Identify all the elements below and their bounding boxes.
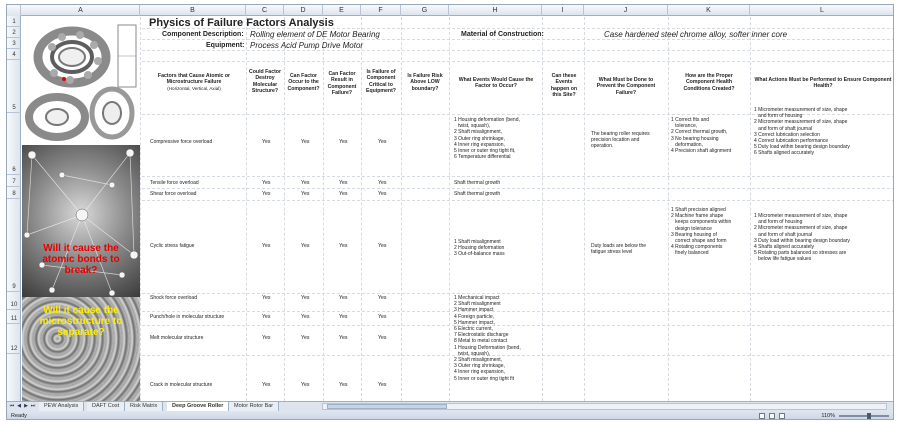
row-header-9[interactable]: 9	[7, 199, 21, 292]
material-label: Material of Construction:	[461, 31, 544, 38]
page-break-view-icon[interactable]	[779, 413, 785, 419]
cell-yes[interactable]: Yes	[378, 180, 387, 186]
sheet-tab-bar	[7, 401, 894, 411]
row-header-12[interactable]: 12	[7, 324, 21, 354]
header-prevent[interactable]: What Must be Done to Prevent the Component Failure?	[596, 77, 656, 96]
events-compressive[interactable]: 1 Housing deformation (bend, twist, squash), 2 Shaft misalignment, 3 Outer ring shrinkage, 4 Inner ring expansion, 5 Inner or outer ring tight fit, 6 Temperature differential	[454, 117, 520, 161]
first-sheet-icon[interactable]: ⏮	[9, 403, 15, 409]
gridline	[22, 176, 894, 177]
cell-yes[interactable]: Yes	[262, 314, 271, 320]
prevent-cyclic[interactable]: Duty loads are below the fatigue stress level	[591, 243, 647, 256]
gridline	[284, 17, 285, 401]
header-can-occur[interactable]: Can Factor Occur to the Component?	[287, 73, 320, 92]
bearing-image	[22, 17, 140, 145]
prev-sheet-icon[interactable]: ◀	[17, 403, 21, 409]
actions-cyclic[interactable]: 1 Micrometer measurement of size, shape and form of housing 2 Micrometer measurement of size, shape and form of shaft journal 3 Duty load within bearing design boundary 4 Shafts aligned accurately 5 Rotating parts balanced so stresses are below life fatigue values	[754, 213, 850, 263]
status-ready: Ready	[11, 413, 27, 419]
atomic-bond-question: Will it cause the atomic bonds to break?	[42, 243, 120, 276]
row-header-10[interactable]: 10	[7, 292, 21, 310]
tab-risk-matrix[interactable]: Risk Matrix	[125, 402, 163, 411]
last-sheet-icon[interactable]: ⏭	[30, 403, 36, 409]
cell-yes[interactable]: Yes	[301, 180, 310, 186]
cell-yes[interactable]: Yes	[301, 382, 310, 388]
factor-shear[interactable]: Shear force overload	[150, 191, 197, 197]
gridline	[140, 17, 141, 401]
cell-yes[interactable]: Yes	[262, 295, 271, 301]
microstructure-question: Will it cause the microstructure to separate?	[39, 305, 123, 338]
cell-yes[interactable]: Yes	[378, 139, 387, 145]
actions-compressive[interactable]: 1 Micrometer measurement of size, shape and form of housing 2 Micrometer measurement of size, shape and form of shaft journal 3 Correct lubrication selection 4 Correct lubrication performance 5 Duty load within bearing design boundary 6 Shafts aligned accurately	[754, 107, 850, 157]
gridline	[22, 50, 894, 51]
header-health-conditions[interactable]: How are the Proper Component Health Conditions Created?	[683, 73, 735, 92]
column-header-g[interactable]: G	[401, 5, 449, 16]
molecule-image	[22, 145, 140, 297]
cell-yes[interactable]: Yes	[301, 335, 310, 341]
events-tensile[interactable]: Shaft thermal growth	[454, 180, 501, 186]
row-header-1[interactable]: 1	[7, 16, 21, 27]
gridline	[668, 17, 669, 401]
column-header-j[interactable]: J	[584, 5, 668, 16]
tab-daft-cost[interactable]: DAFT Cost	[87, 402, 125, 411]
cell-yes[interactable]: Yes	[378, 314, 387, 320]
cell-yes[interactable]: Yes	[378, 191, 387, 197]
factor-cyclic[interactable]: Cyclic stress fatigue	[150, 243, 195, 249]
tab-deep-groove-roller[interactable]: Deep Groove Roller	[167, 402, 229, 411]
cell-yes[interactable]: Yes	[339, 335, 348, 341]
cell-grid[interactable]	[22, 17, 894, 401]
header-destroy-structure[interactable]: Could Factor Destroy Molecular Structure?	[249, 69, 281, 95]
column-header-e[interactable]: E	[323, 5, 361, 16]
material-value[interactable]: Case hardened steel chrome alloy, softer inner core	[604, 30, 788, 39]
cell-yes[interactable]: Yes	[301, 191, 310, 197]
header-risk-boundary[interactable]: Is Failure Risk Above LOW boundary?	[407, 73, 443, 92]
cell-yes[interactable]: Yes	[262, 335, 271, 341]
gridline	[542, 17, 543, 401]
cell-yes[interactable]: Yes	[378, 335, 387, 341]
next-sheet-icon[interactable]: ▶	[24, 403, 28, 409]
column-header-l[interactable]: L	[750, 5, 894, 16]
header-factors-sub: (Horizontal, Vertical, Axial)	[167, 85, 221, 91]
cell-yes[interactable]: Yes	[301, 139, 310, 145]
column-header-i[interactable]: I	[542, 5, 584, 16]
column-header-a[interactable]: A	[22, 5, 140, 16]
cell-yes[interactable]: Yes	[339, 295, 348, 301]
cell-yes[interactable]: Yes	[262, 191, 271, 197]
gridline	[22, 200, 894, 201]
gridline	[323, 17, 324, 401]
cell-yes[interactable]: Yes	[301, 243, 310, 249]
cell-yes[interactable]: Yes	[339, 139, 348, 145]
header-factors-label: Factors that Cause Atomic or Microstructure Failure	[157, 73, 231, 86]
equipment-label: Equipment:	[206, 42, 245, 49]
component-description-value[interactable]: Rolling element of DE Motor Bearing	[250, 30, 380, 39]
zoom-slider[interactable]	[839, 415, 889, 417]
tab-pew-analysis[interactable]: PEW Analysis	[39, 402, 84, 411]
column-header-bar	[7, 5, 894, 16]
status-bar	[7, 411, 894, 420]
factor-shock[interactable]: Shock force overload	[150, 295, 197, 301]
page-title: Physics of Failure Factors Analysis	[149, 17, 334, 29]
conditions-compressive[interactable]: 1 Correct fits and tolerance, 2 Correct thermal growth, 3 No bearing housing deformation, 4 Precision shaft alignment	[671, 117, 732, 155]
horizontal-scrollbar[interactable]	[322, 403, 887, 410]
events-cyclic[interactable]: 1 Shaft misalignment 2 Housing deformation 3 Out-of-balance mass	[454, 239, 505, 258]
column-header-b[interactable]: B	[140, 5, 246, 16]
row-header-5[interactable]: 5	[7, 60, 21, 113]
cell-yes[interactable]: Yes	[339, 180, 348, 186]
column-header-c[interactable]: C	[246, 5, 284, 16]
factor-punch-hole[interactable]: Punch/hole in molecular structure	[150, 314, 225, 320]
events-shock[interactable]: 1 Mechanical impact 2 Shaft misalignment 3 Hammer impact 4 Foreign particle, 5 Hammer impact, 6 Electric current, 7 Electrostatic discharge 8 Metal to metal contact 1 Housing Deformation (bend, twist, squash), 2 Shaft misalignment, 3 Outer ring shrinkage, 4 Inner ring expansion, 5 Inner or outer ring tight fit	[454, 295, 521, 382]
normal-view-icon[interactable]	[759, 413, 765, 419]
header-critical[interactable]: Is Failure of Component Critical to Equipment?	[366, 69, 396, 95]
factor-tensile[interactable]: Tensile force overload	[150, 180, 199, 186]
column-header-h[interactable]: H	[449, 5, 542, 16]
gridline	[246, 17, 247, 401]
gridline	[449, 17, 450, 401]
bearing-drawing	[22, 17, 140, 145]
cell-yes[interactable]: Yes	[262, 382, 271, 388]
horizontal-scroll-thumb[interactable]	[327, 404, 447, 409]
row-header-7[interactable]: 7	[7, 175, 21, 187]
microstructure-image	[22, 297, 140, 401]
row-header-6[interactable]: 6	[7, 113, 21, 175]
equipment-value[interactable]: Process Acid Pump Drive Motor	[250, 41, 364, 50]
factor-crack[interactable]: Crack in molecular structure	[150, 382, 213, 388]
zoom-level[interactable]: 110%	[821, 413, 835, 419]
cell-yes[interactable]: Yes	[262, 243, 271, 249]
factor-compressive[interactable]: Compressive force overload	[150, 139, 213, 145]
header-actions[interactable]: What Actions Must be Performed to Ensure Component Health?	[754, 77, 892, 90]
header-result-failure[interactable]: Can Factor Result in Component Failure?	[327, 71, 357, 97]
row-header-11[interactable]: 11	[7, 310, 21, 324]
gridline	[584, 17, 585, 401]
row-header-bar	[7, 16, 21, 401]
gridline	[401, 17, 402, 401]
row-header-3[interactable]: 3	[7, 38, 21, 49]
spreadsheet-window	[6, 4, 894, 420]
header-events-site[interactable]: Can these Events happen on this Site?	[550, 73, 578, 99]
zoom-slider-handle[interactable]	[867, 413, 871, 419]
cell-yes[interactable]: Yes	[339, 382, 348, 388]
prevent-compressive[interactable]: The bearing roller requires precision location and operation.	[591, 131, 650, 150]
gridline	[361, 17, 362, 401]
cell-yes[interactable]: Yes	[378, 295, 387, 301]
column-header-d[interactable]: D	[284, 5, 323, 16]
cell-yes[interactable]: Yes	[339, 243, 348, 249]
events-shear[interactable]: Shaft thermal growth	[454, 191, 501, 197]
gridline	[22, 39, 894, 40]
row-header-4[interactable]: 4	[7, 49, 21, 60]
conditions-cyclic[interactable]: 1 Shaft precision aligned 2 Machine frame shape keeps components within design tolerance 3 Bearing housing of correct shape and form 4 Rotating components finely balanced	[671, 207, 732, 257]
gridline	[22, 188, 894, 189]
header-factors[interactable]	[144, 73, 244, 92]
select-all-corner[interactable]	[7, 5, 21, 16]
cell-yes[interactable]: Yes	[339, 314, 348, 320]
cell-yes[interactable]: Yes	[339, 191, 348, 197]
component-description-label: Component Description:	[162, 31, 244, 38]
tab-motor-rotor-bar[interactable]: Motor Rotor Bar	[229, 402, 279, 411]
gridline	[22, 293, 894, 294]
cell-yes[interactable]: Yes	[301, 314, 310, 320]
header-events[interactable]: What Events Would Cause the Factor to Occur?	[458, 77, 534, 90]
gridline	[22, 61, 894, 62]
page-layout-view-icon[interactable]	[769, 413, 775, 419]
cell-yes[interactable]: Yes	[378, 382, 387, 388]
cell-yes[interactable]: Yes	[262, 180, 271, 186]
cell-yes[interactable]: Yes	[262, 139, 271, 145]
column-header-k[interactable]: K	[668, 5, 750, 16]
cell-yes[interactable]: Yes	[378, 243, 387, 249]
column-header-f[interactable]: F	[361, 5, 401, 16]
cell-yes[interactable]: Yes	[301, 295, 310, 301]
row-header-2[interactable]: 2	[7, 27, 21, 38]
factor-melt[interactable]: Melt molecular structure	[150, 335, 204, 341]
row-header-8[interactable]: 8	[7, 187, 21, 199]
gridline	[750, 17, 751, 401]
